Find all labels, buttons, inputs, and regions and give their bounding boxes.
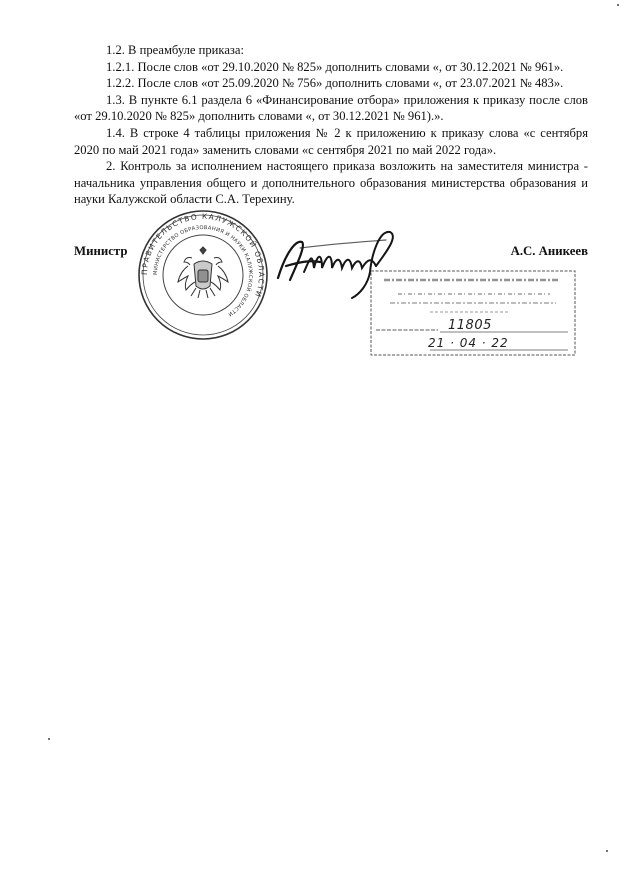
minister-name: А.С. Аникеев — [510, 244, 588, 258]
paragraph-1-2-1: 1.2.1. После слов «от 29.10.2020 № 825» дополнить словами «, от 30.12.2021 № 961». — [106, 59, 564, 74]
seal-outer-text: ПРАВИТЕЛЬСТВО КАЛУЖСКОЙ ОБЛАСТИ — [139, 211, 267, 300]
seal-inner-text: МИНИСТЕРСТВО ОБРАЗОВАНИЯ И НАУКИ КАЛУЖСКОЙ ОБЛАСТИ — [152, 224, 254, 318]
registration-number: 11805 — [448, 318, 492, 333]
document-body — [74, 42, 588, 208]
paragraph-1-4: 1.4. В строке 4 таблицы приложения № 2 к приложению к приказу слова «с сентября 2020 по май 2021 года» заменить словами «с сентября 2021 по май 2022 года». — [74, 125, 588, 157]
registration-date: 21 · 04 · 22 — [428, 336, 509, 350]
official-seal — [136, 208, 270, 342]
signature-row — [74, 244, 588, 264]
minister-title: Министр — [74, 244, 128, 258]
scan-speck — [617, 4, 619, 6]
paragraph-1-2: 1.2. В преамбуле приказа: — [106, 43, 244, 57]
scan-speck — [606, 850, 608, 852]
paragraph-1-3: 1.3. В пункте 6.1 раздела 6 «Финансирование отбора» приложения к приказу после слов «от 29.10.2020 № 825» дополнить словами «, от 30.12.2021 № 961).». — [74, 92, 588, 124]
scan-speck — [48, 738, 50, 740]
paragraph-1-2-2: 1.2.2. После слов «от 25.09.2020 № 756» дополнить словами «, от 23.07.2021 № 483». — [106, 76, 564, 91]
paragraph-2: 2. Контроль за исполнением настоящего приказа возложить на заместителя министра - начальника управления общего и дополнительного образования министерства образования и науки Калужской области С.А. Терехину. — [74, 159, 588, 207]
